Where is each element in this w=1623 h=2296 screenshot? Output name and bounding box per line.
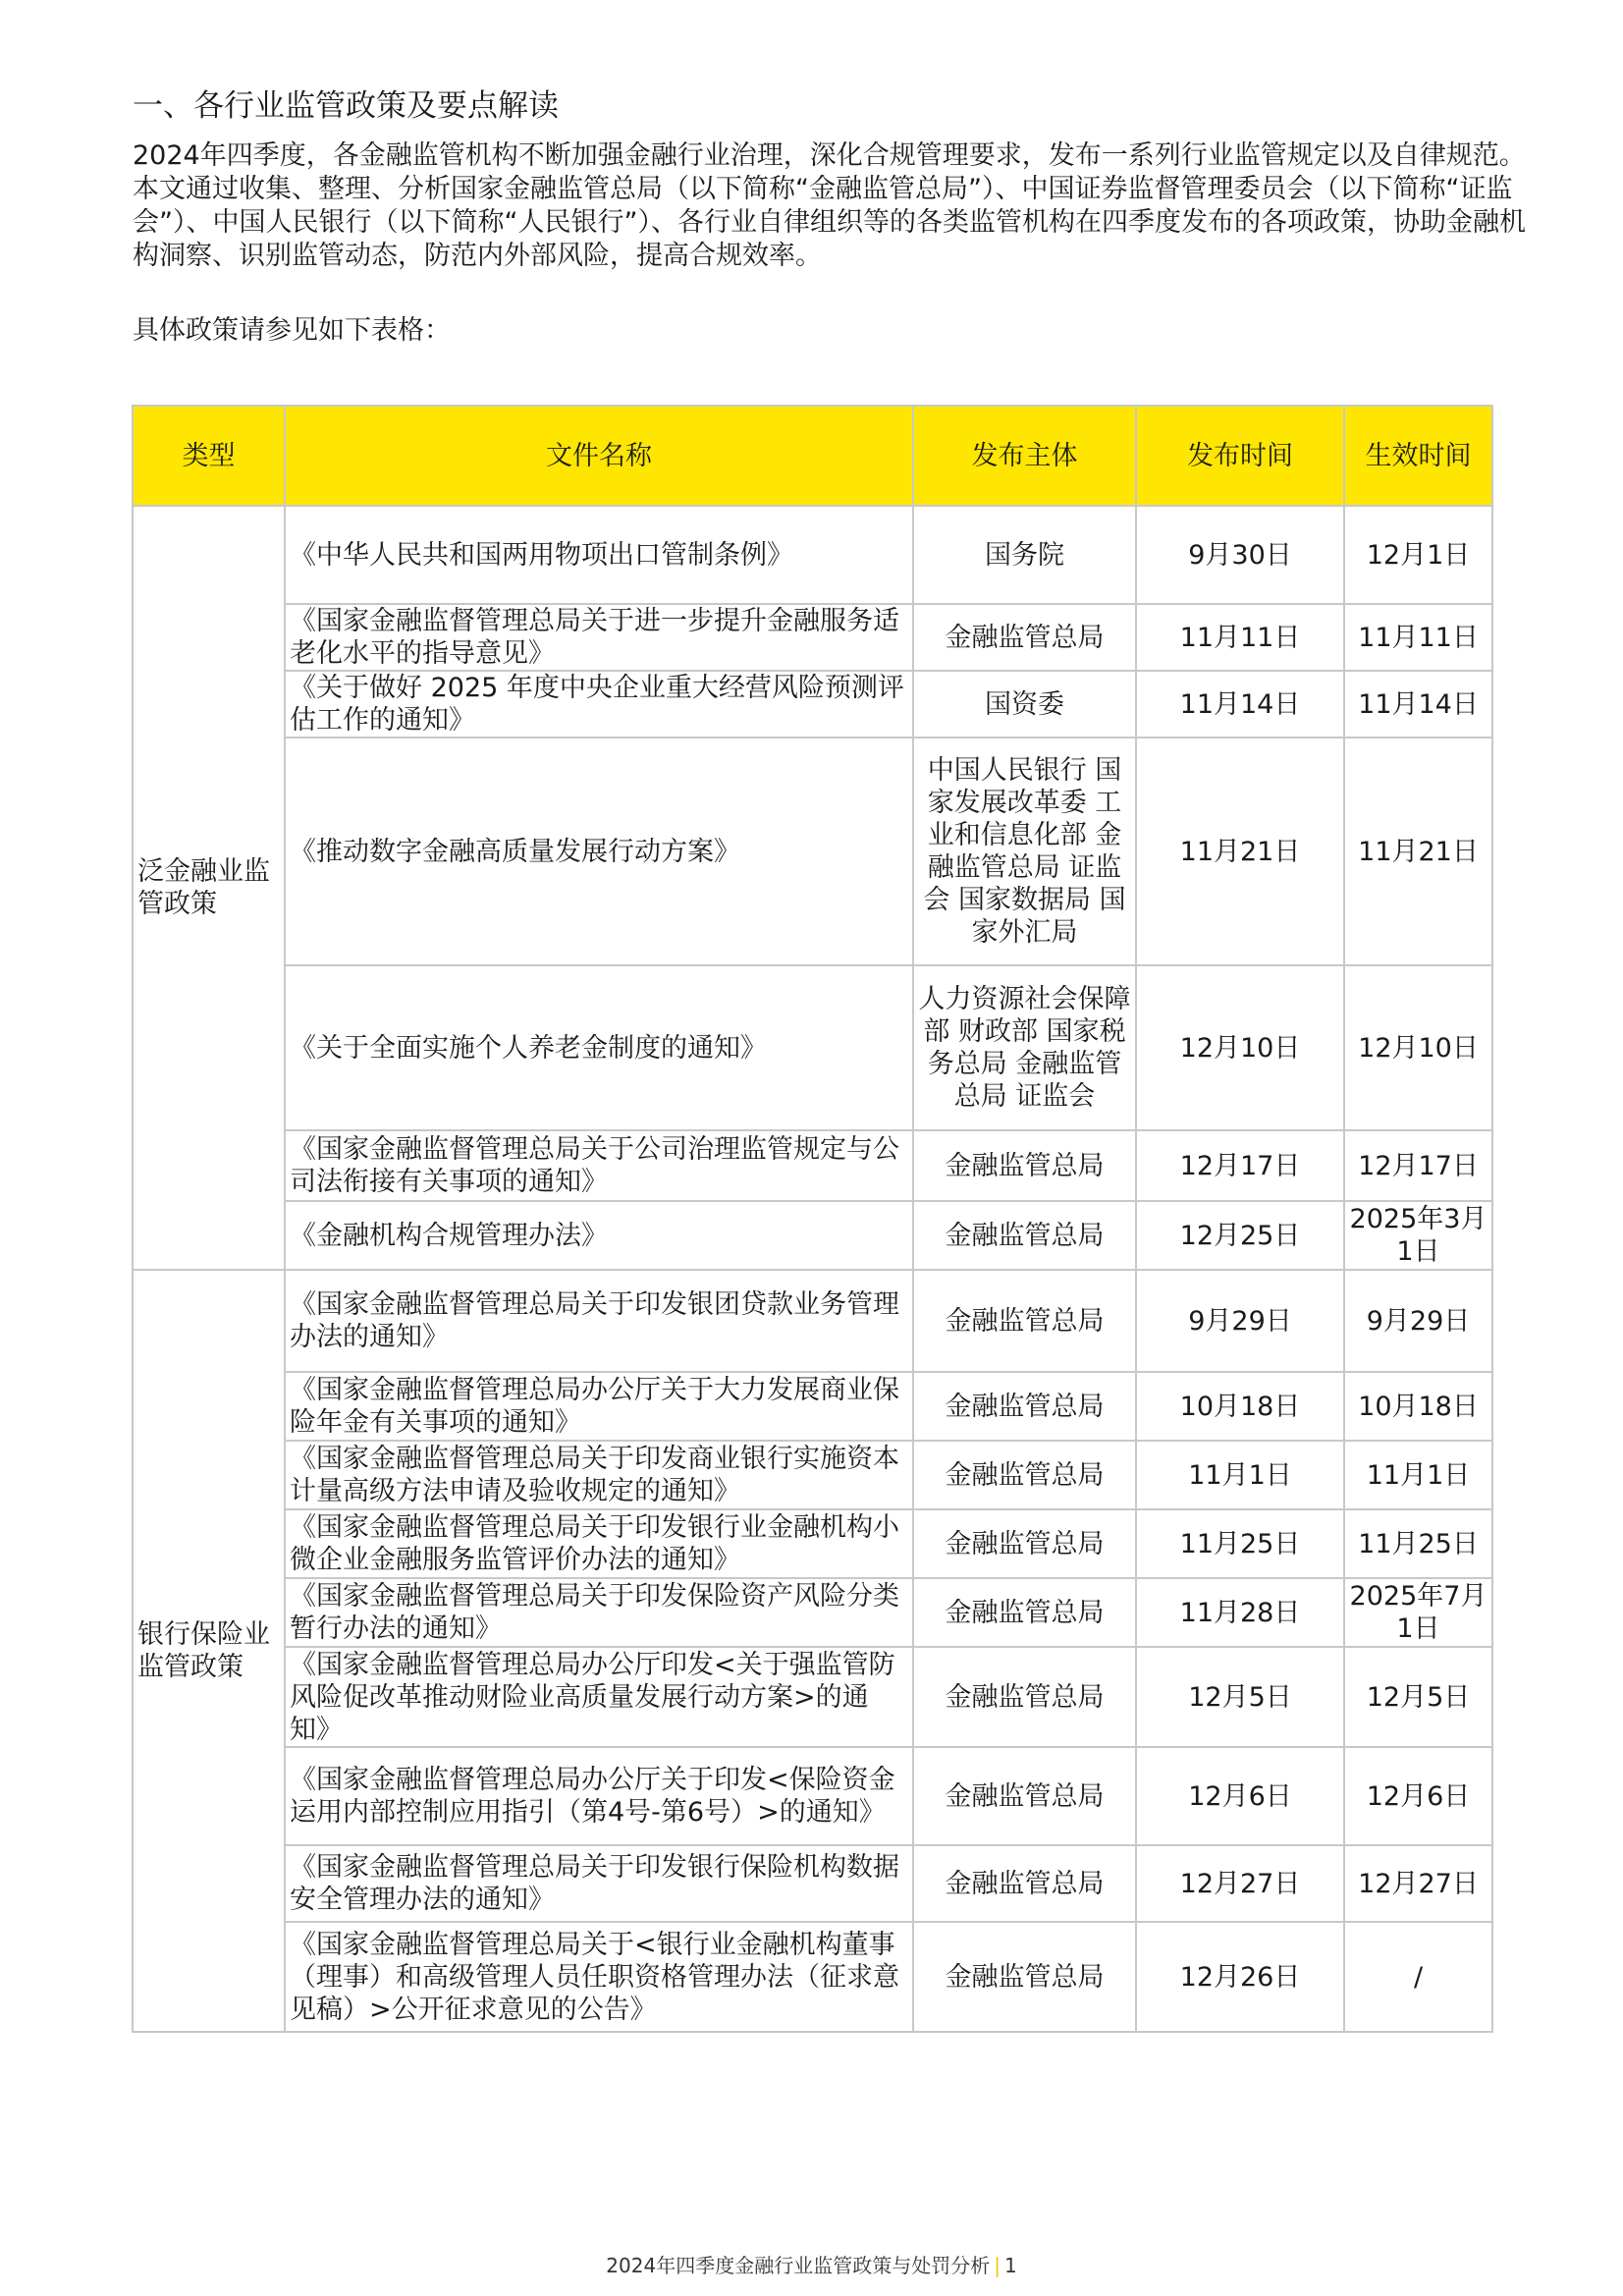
issuer-cell: 人力资源社会保障部 财政部 国家税务总局 金融监管总局 证监会 (913, 965, 1136, 1130)
table-row (133, 1747, 1492, 1845)
table-row (133, 1441, 1492, 1509)
issuer-cell: 金融监管总局 (913, 1270, 1136, 1372)
issuer-cell: 金融监管总局 (913, 1578, 1136, 1647)
document-name-cell: 《国家金融监督管理总局办公厅关于大力发展商业保险年金有关事项的通知》 (285, 1372, 913, 1441)
category-cell: 泛金融业监管政策 (133, 506, 285, 1270)
effective-date-cell: 11月25日 (1344, 1509, 1492, 1578)
table-row (133, 671, 1492, 738)
effective-date-cell: 12月5日 (1344, 1647, 1492, 1747)
page-number: 1 (1003, 2254, 1017, 2277)
publish-date-cell: 12月5日 (1136, 1647, 1344, 1747)
publish-date-cell: 12月26日 (1136, 1922, 1344, 2032)
effective-date-cell: 11月21日 (1344, 738, 1492, 965)
table-row (133, 604, 1492, 671)
effective-date-cell: / (1344, 1922, 1492, 2032)
publish-date-cell: 9月29日 (1136, 1270, 1344, 1372)
publish-date-cell: 12月25日 (1136, 1201, 1344, 1270)
document-name-cell: 《国家金融监督管理总局办公厅印发<关于强监管防风险促改革推动财险业高质量发展行动方案>的通知》 (285, 1647, 913, 1747)
document-name-cell: 《国家金融监督管理总局办公厅关于印发<保险资金运用内部控制应用指引（第4号-第6号）>的通知》 (285, 1747, 913, 1845)
category-cell: 银行保险业监管政策 (133, 1270, 285, 2032)
header-issuer: 发布主体 (913, 406, 1136, 506)
table-row (133, 738, 1492, 965)
effective-date-cell: 2025年3月1日 (1344, 1201, 1492, 1270)
document-name-cell: 《中华人民共和国两用物项出口管制条例》 (285, 506, 913, 604)
publish-date-cell: 11月1日 (1136, 1441, 1344, 1509)
header-publish-date: 发布时间 (1136, 406, 1344, 506)
issuer-cell: 金融监管总局 (913, 1747, 1136, 1845)
effective-date-cell: 10月18日 (1344, 1372, 1492, 1441)
document-name-cell: 《国家金融监督管理总局关于印发银行业金融机构小微企业金融服务监管评价办法的通知》 (285, 1509, 913, 1578)
table-row (133, 1922, 1492, 2032)
table-row (133, 1270, 1492, 1372)
document-name-cell: 《国家金融监督管理总局关于进一步提升金融服务适老化水平的指导意见》 (285, 604, 913, 671)
header-type: 类型 (133, 406, 285, 506)
publish-date-cell: 11月25日 (1136, 1509, 1344, 1578)
effective-date-cell: 12月10日 (1344, 965, 1492, 1130)
document-name-cell: 《关于做好 2025 年度中央企业重大经营风险预测评估工作的通知》 (285, 671, 913, 738)
document-name-cell: 《国家金融监督管理总局关于印发保险资产风险分类暂行办法的通知》 (285, 1578, 913, 1647)
table-row (133, 506, 1492, 604)
document-name-cell: 《国家金融监督管理总局关于<银行业金融机构董事（理事）和高级管理人员任职资格管理办法（征求意见稿）>公开征求意见的公告》 (285, 1922, 913, 2032)
publish-date-cell: 12月10日 (1136, 965, 1344, 1130)
issuer-cell: 金融监管总局 (913, 1130, 1136, 1201)
table-row (133, 1201, 1492, 1270)
effective-date-cell: 12月1日 (1344, 506, 1492, 604)
page-footer (0, 2250, 1623, 2278)
effective-date-cell: 11月1日 (1344, 1441, 1492, 1509)
table-row (133, 1130, 1492, 1201)
publish-date-cell: 12月6日 (1136, 1747, 1344, 1845)
publish-date-cell: 11月11日 (1136, 604, 1344, 671)
issuer-cell: 金融监管总局 (913, 604, 1136, 671)
table-row (133, 1647, 1492, 1747)
issuer-cell: 金融监管总局 (913, 1441, 1136, 1509)
table-lead-text: 具体政策请参见如下表格： (133, 315, 451, 346)
issuer-cell: 金融监管总局 (913, 1647, 1136, 1747)
intro-paragraph: 2024年四季度，各金融监管机构不断加强金融行业治理，深化合规管理要求，发布一系列行业监管规定以及自律规范。本文通过收集、整理、分析国家金融监管总局（以下简称“金融监管总局”）、中国证券监督管理委员会（以下简称“证监会”）、中国人民银行（以下简称“人民银行”）、各行业自律组织等的各类监管机构在四季度发布的各项政策，协助金融机构洞察、识别监管动态，防范内外部风险，提高合规效率。 (133, 140, 1526, 271)
table-row (133, 965, 1492, 1130)
publish-date-cell: 12月27日 (1136, 1845, 1344, 1922)
publish-date-cell: 11月14日 (1136, 671, 1344, 738)
policy-table (132, 405, 1493, 2033)
document-name-cell: 《国家金融监督管理总局关于印发银团贷款业务管理办法的通知》 (285, 1270, 913, 1372)
issuer-cell: 金融监管总局 (913, 1845, 1136, 1922)
document-name-cell: 《国家金融监督管理总局关于公司治理监管规定与公司法衔接有关事项的通知》 (285, 1130, 913, 1201)
section-heading: 一、各行业监管政策及要点解读 (133, 88, 559, 124)
effective-date-cell: 9月29日 (1344, 1270, 1492, 1372)
header-effective-date: 生效时间 (1344, 406, 1492, 506)
publish-date-cell: 11月28日 (1136, 1578, 1344, 1647)
effective-date-cell: 2025年7月1日 (1344, 1578, 1492, 1647)
publish-date-cell: 11月21日 (1136, 738, 1344, 965)
table-row (133, 1845, 1492, 1922)
publish-date-cell: 9月30日 (1136, 506, 1344, 604)
publish-date-cell: 12月17日 (1136, 1130, 1344, 1201)
table-row (133, 1372, 1492, 1441)
publish-date-cell: 10月18日 (1136, 1372, 1344, 1441)
document-name-cell: 《推动数字金融高质量发展行动方案》 (285, 738, 913, 965)
effective-date-cell: 11月14日 (1344, 671, 1492, 738)
issuer-cell: 中国人民银行 国家发展改革委 工业和信息化部 金融监管总局 证监会 国家数据局 国家外汇局 (913, 738, 1136, 965)
header-document-name: 文件名称 (285, 406, 913, 506)
footer-separator: | (994, 2254, 1001, 2277)
document-name-cell: 《国家金融监督管理总局关于印发银行保险机构数据安全管理办法的通知》 (285, 1845, 913, 1922)
issuer-cell: 金融监管总局 (913, 1201, 1136, 1270)
document-name-cell: 《国家金融监督管理总局关于印发商业银行实施资本计量高级方法申请及验收规定的通知》 (285, 1441, 913, 1509)
effective-date-cell: 12月27日 (1344, 1845, 1492, 1922)
issuer-cell: 金融监管总局 (913, 1509, 1136, 1578)
issuer-cell: 金融监管总局 (913, 1922, 1136, 2032)
effective-date-cell: 11月11日 (1344, 604, 1492, 671)
effective-date-cell: 12月17日 (1344, 1130, 1492, 1201)
document-name-cell: 《关于全面实施个人养老金制度的通知》 (285, 965, 913, 1130)
issuer-cell: 国资委 (913, 671, 1136, 738)
table-row (133, 1578, 1492, 1647)
issuer-cell: 国务院 (913, 506, 1136, 604)
table-header-row (133, 406, 1492, 506)
effective-date-cell: 12月6日 (1344, 1747, 1492, 1845)
footer-title: 2024年四季度金融行业监管政策与处罚分析 (606, 2254, 991, 2277)
issuer-cell: 金融监管总局 (913, 1372, 1136, 1441)
document-name-cell: 《金融机构合规管理办法》 (285, 1201, 913, 1270)
table-row (133, 1509, 1492, 1578)
